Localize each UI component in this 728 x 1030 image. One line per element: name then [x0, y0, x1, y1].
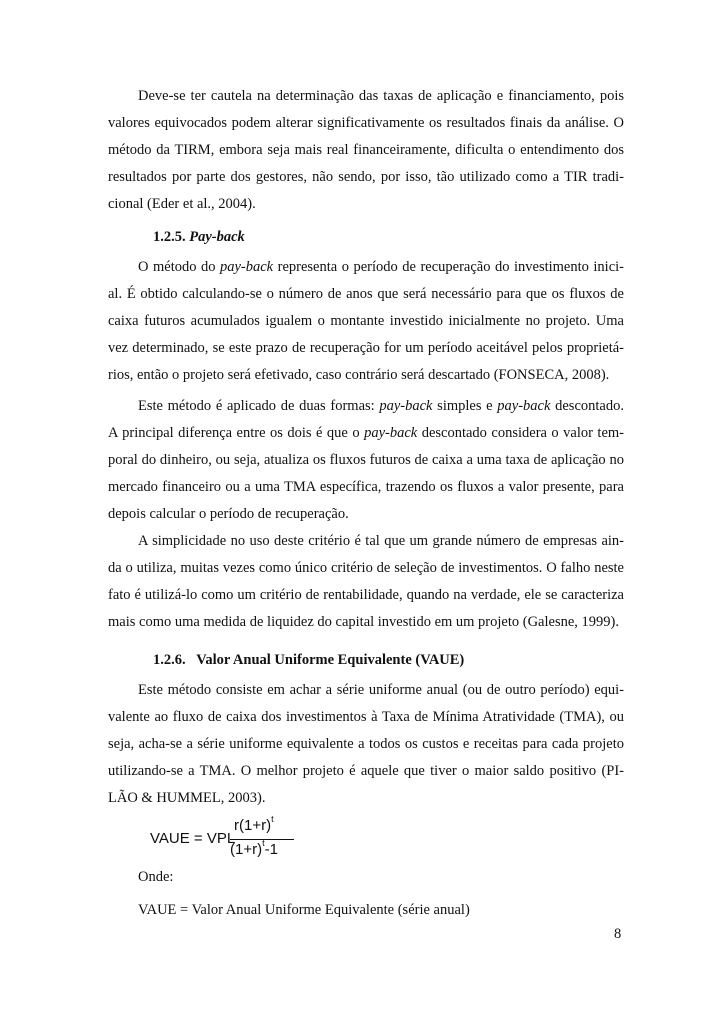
- paragraph-5-line: Este método consiste em achar a série uniforme anual (ou de outro período) equi-: [138, 682, 624, 698]
- paragraph-5-line: utilizando-se a TMA. O melhor projeto é aquele que tiver o maior saldo positivo (PI-: [108, 763, 624, 779]
- paragraph-4-line: da o utiliza, muitas vezes como único critério de seleção de investimentos. O falho neste: [108, 560, 624, 576]
- section-title: Pay-back: [189, 229, 245, 245]
- text-run-italic: pay-back: [379, 398, 433, 414]
- paragraph-2-line: rios, então o projeto será efetivado, caso contrário será descartado (FONSECA, 2008).: [108, 367, 610, 383]
- formula-lhs: VAUE = VPL: [150, 830, 236, 847]
- text-run-italic: pay-back: [219, 259, 274, 275]
- onde-label: Onde:: [138, 869, 174, 885]
- paragraph-4-line: fato é utilizá-lo como um critério de rentabilidade, quando na verdade, ele se caracteriza: [108, 587, 624, 603]
- paragraph-3-line: mercado financeiro ou a uma TMA específica, trazendo os fluxos a valor presente, para: [108, 479, 624, 495]
- paragraph-1-line: cional (Eder et al., 2004).: [108, 196, 256, 212]
- paragraph-2-line: al. É obtido calculando-se o número de anos que será necessário para que os fluxos de: [108, 286, 624, 302]
- paragraph-3-line: depois calcular o período de recuperação.: [108, 506, 349, 522]
- paragraph-3-line: poral do dinheiro, ou seja, atualiza os fluxos futuros de caixa a uma taxa de aplicação no: [108, 452, 624, 468]
- formula-denominator-tail: -1: [264, 841, 278, 858]
- page-number: 8: [614, 926, 622, 942]
- formula-numerator: [234, 816, 274, 834]
- section-number: 1.2.5.: [153, 229, 186, 245]
- formula-denominator-exponent: t: [262, 838, 265, 848]
- section-heading-pay-back: [153, 229, 245, 246]
- paragraph-5-line: valente ao fluxo de caixa dos investimentos à Taxa de Mínima Atratividade (TMA), ou: [108, 709, 624, 725]
- paragraph-4-line: mais como uma medida de liquidez do capital investido em um projeto (Galesne, 1999).: [108, 614, 619, 630]
- text-run: O método do: [138, 259, 220, 275]
- paragraph-1-line: valores equivocados podem alterar significativamente os resultados finais da análise. O: [108, 115, 624, 131]
- formula-denominator-base: (1+r): [230, 841, 263, 858]
- text-run: Este método é aplicado de duas formas:: [138, 398, 380, 414]
- text-run: representa o período de recuperação do investimento inici-: [273, 259, 624, 275]
- text-run-italic: pay-back: [497, 398, 551, 414]
- text-run: A principal diferença entre os dois é que o: [108, 425, 365, 441]
- paragraph-3-line: [108, 423, 624, 443]
- paragraph-5-line: seja, acha-se a série uniforme equivalente a todos os custos e receitas para cada projeto: [108, 736, 624, 752]
- section-number: 1.2.6.: [153, 652, 186, 668]
- paragraph-4-line: A simplicidade no uso deste critério é tal que um grande número de empresas ain-: [138, 533, 624, 549]
- paragraph-5-line: LÃO & HUMMEL, 2003).: [108, 790, 266, 806]
- section-title: Valor Anual Uniforme Equivalente (VAUE): [196, 652, 465, 668]
- text-run-italic: pay-back: [364, 425, 418, 441]
- formula-numerator-exponent: t: [271, 814, 274, 824]
- definition-line: VAUE = Valor Anual Uniforme Equivalente (série anual): [138, 902, 470, 918]
- text-run: simples e: [432, 398, 498, 414]
- text-run: descontado.: [550, 398, 624, 414]
- section-heading-vaue: [153, 652, 464, 669]
- paragraph-2-line: vez determinado, se este prazo de recuperação for um período aceitável pelos proprietá-: [108, 340, 624, 356]
- paragraph-2-line: caixa futuros acumulados igualem o montante investido inicialmente no projeto. Uma: [108, 313, 624, 329]
- paragraph-1-line: método da TIRM, embora seja mais real financeiramente, dificulta o entendimento dos: [108, 142, 624, 158]
- paragraph-3-line: [138, 396, 624, 416]
- formula-denominator: [230, 840, 278, 858]
- text-run: descontado considera o valor tem-: [417, 425, 624, 441]
- paragraph-1-line: Deve-se ter cautela na determinação das taxas de aplicação e financiamento, pois: [138, 88, 624, 104]
- formula-numerator-base: r(1+r): [234, 817, 272, 834]
- paragraph-2-line: [138, 257, 624, 277]
- paragraph-1-line: resultados por parte dos gestores, não sendo, por isso, tão utilizado como a TIR tradi-: [108, 169, 624, 185]
